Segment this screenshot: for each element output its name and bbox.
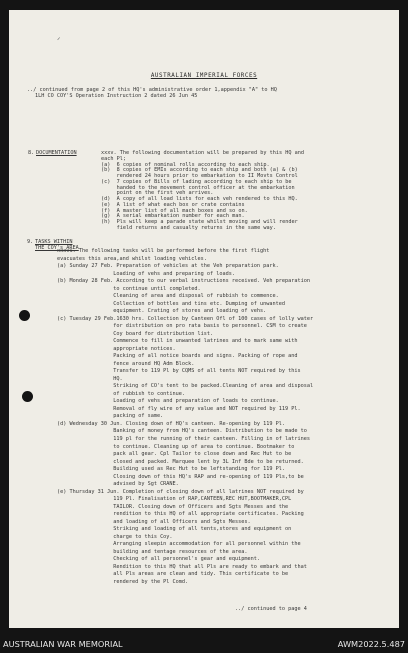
- document-line: for distribution on pro rata basis to personnel. CSM to create: [57, 323, 307, 330]
- section-title: THE COY's AREA: [35, 245, 79, 251]
- document-line: fence around HQ Adm Block.: [57, 360, 195, 367]
- document-line: Collection of bottles and tins etc. Dumping of unwanted: [57, 300, 285, 307]
- document-line: Rendition to this HQ that all Pls are ready to embark and that: [57, 563, 307, 570]
- document-line: point on the first veh arrives.: [101, 190, 214, 197]
- document-line: Checking of all personnel's gear and equipment.: [57, 556, 261, 563]
- document-line: Cleaning of area and disposal of rubbish to commence.: [57, 293, 279, 300]
- document-line: Packing of all notice boards and signs. Packing of rope and: [57, 353, 298, 360]
- document-line: 119 pl for the running of their canteen. Filling in of latrines: [57, 436, 310, 442]
- document-line: Coy board for distribution list.: [57, 330, 214, 337]
- document-line: and loading of all Officers and Sgts Messes.: [57, 518, 251, 525]
- document-line: equipment. Crating of stores and loading of vehs.: [57, 308, 267, 315]
- section-number: 8.: [28, 150, 35, 156]
- document-line: (c) 7 copies of Bills of lading according to each ship to be: [101, 178, 292, 185]
- document-line: building and tentage resources of the area.: [57, 548, 248, 555]
- document-line: HQ.: [57, 375, 123, 382]
- section-number: 9.: [27, 239, 34, 245]
- document-line: of rubbish to continue.: [57, 390, 186, 397]
- document-line: Loading of vehs and preparing of loads.: [57, 270, 236, 277]
- document-line: (d) Wednesday 30 Jun. Closing down of HQ's canteen. Re-opening by 119 Pl.: [57, 420, 285, 427]
- typed-content: [9, 10, 399, 628]
- intro-line: ../ continued from page 2 of this HQ's administrative order 1,appendix "A" to HQ: [27, 87, 277, 93]
- document-line: packing of same.: [57, 413, 164, 420]
- document-line: rendered 24 hours prior to embarkation to II Movts Control: [101, 173, 298, 179]
- document-line: Striking of CO's tent to be packed.Cleaning of area and disposal: [57, 383, 314, 390]
- document-line: (f) A master list of all mach boxes and so on.: [101, 207, 248, 214]
- document-line: field returns and casualty returns in the same way.: [101, 224, 276, 231]
- document-line: Arranging sleepin accommodation for all personnel within the: [57, 541, 301, 548]
- document-line: (c) Tuesday 29 Feb.1630 hrs. Collection by Canteen Ofl of 100 cases of lolly water: [57, 315, 314, 322]
- continued-note: ../ continued to page 4: [235, 606, 307, 612]
- pen-mark: ᐟ: [57, 36, 61, 45]
- document-line: 119 Pl. Finalisation of RAP,CANTEEN,REC HUT,BOOTMAKER,CPL: [57, 496, 292, 503]
- document-line: xxxvi. The following tasks will be performed before the first flight: [57, 248, 270, 254]
- document-line: to continue until completed.: [57, 285, 201, 292]
- document-line: TAILOR. Closing down of Officers and Sgts Messes and the: [57, 503, 289, 510]
- document-line: appropriate notices.: [57, 345, 176, 352]
- document-line: evacuates this area,and whilst loading vehicles.: [57, 255, 207, 262]
- intro-line: 1LH CO COY'S Operation Instruction 2 dated 26 Jun 45: [35, 93, 198, 99]
- document-page: [9, 10, 399, 628]
- document-line: (e) Thursday 31 Jun. Completion of closing down of all latrines NOT required by: [57, 488, 304, 495]
- document-line: pack all gear. Cpl Tailor to close down and Rec Hut to be: [57, 451, 292, 458]
- document-line: Closing down of this HQ's RAP and re-opening of 119 Pls,to be: [57, 473, 304, 480]
- section-title: TASKS WITHIN: [35, 239, 73, 245]
- document-line: Striking and loading of all tents,stores and equipment on: [57, 526, 292, 533]
- document-line: (a) 6 copies of nominal rolls according to each ship.: [101, 161, 270, 168]
- document-line: (b) Monday 28 Feb. According to our verbal instructions received. Veh preparation: [57, 278, 310, 285]
- document-line: rendition to this HQ of all appropriate certificates. Packing: [57, 511, 304, 518]
- document-line: (e) A list of what each box or crate contains: [101, 201, 245, 208]
- document-line: (h) Pls will keep a parade state whilst moving and will render: [101, 219, 298, 225]
- document-line: to continue. Cleaning up of area to continue. Bootmaker to: [57, 443, 295, 450]
- document-line: each Pl;: [101, 155, 126, 162]
- document-line: (b) 8 copies of EMIs according to each ship and both (a) & (b): [101, 167, 298, 174]
- footer-credit: AUSTRALIAN WAR MEMORIAL: [3, 639, 123, 649]
- document-line: (a) Sunday 27 Feb. Preparation of vehicles at the Veh preparation park.: [57, 263, 279, 270]
- footer-bar: [0, 639, 408, 653]
- document-line: Banking of money from HQ's canteen. Distribution to be made to: [57, 428, 307, 435]
- document-line: (g) A serial embarkation number for each man.: [101, 213, 245, 220]
- document-heading: AUSTRALIAN IMPERIAL FORCES: [150, 73, 258, 79]
- section-title: DOCUMENTATION: [36, 150, 77, 156]
- document-line: Loading of vehs and preparation of loads to continue.: [57, 398, 279, 405]
- document-line: Commence to fill in unwanted latrines and to mark same with: [57, 338, 298, 345]
- document-line: charge to this Coy.: [57, 533, 173, 540]
- footer-accession: AWM2022.5.487: [337, 639, 405, 649]
- document-line: rendered by the Pl Comd.: [57, 578, 189, 585]
- document-line: Removal of fly wire of any value and NOT required by 119 Pl.: [57, 405, 301, 412]
- document-line: xxxv. The following documentation will be prepared by this HQ and: [101, 150, 305, 156]
- document-line: all Pls areas are clean and tidy. This certificate to be: [57, 571, 289, 578]
- document-line: advised by Sgt CRANE.: [57, 481, 179, 488]
- document-line: Building used as Rec Hut to be leftstanding for 119 Pl.: [57, 466, 285, 473]
- document-line: Transfer to 119 Pl by CQMS of all tents NOT required by this: [57, 368, 301, 375]
- document-line: handed to the movement control officer at the embarkation: [101, 184, 295, 191]
- document-line: (d) A copy of all load lists for each veh rendered to this HQ.: [101, 196, 298, 202]
- document-line: closed and packed. Marquee lent by 3L Inf Bde to be returned.: [57, 458, 304, 465]
